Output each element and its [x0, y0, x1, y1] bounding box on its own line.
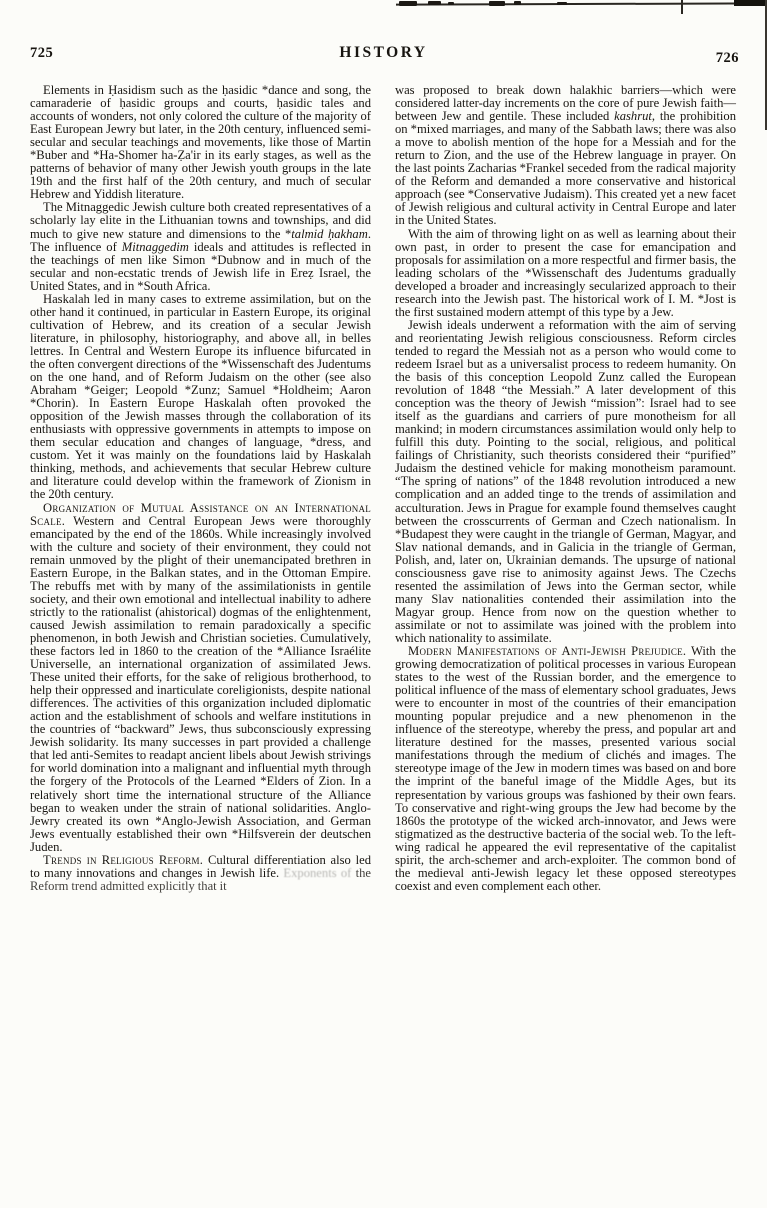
paragraph	[395, 319, 736, 645]
text-segment: was proposed to break down halakhic barriers—which were considered latter-day increments on the core of pure Jewish faith—between Jew and gentile. These included	[395, 83, 736, 124]
scan-artifact-blob	[489, 1, 505, 6]
section-heading: Modern Manifestations of Anti-Jewish Prejudice.	[408, 644, 687, 659]
text-segment: Western and Central European Jews were thoroughly emancipated by the end of the 1860s. While increasingly involved with the culture and society of their environment, they could not remain unmoved by the plight of their unemancipated brethren in Eastern Europe, in the Balkan states, and in the Ottoman Empire. The rebuffs met with by many of the assimilationists in gentile society, and their own emotional and intellectual inability to adhere strictly to the rationalist (ahistorical) dogmas of the enlightenment, caused Jewish assimilation to remain paradoxically a specific phenomenon, in both Jewish and Christian societies. Cumulatively, these factors led in 1860 to the creation of the *Alliance Israélite Universelle, an international organization of assimilated Jews. These united their efforts, for the sake of religious brotherhood, to help their oppressed and inarticulate coreligionists, despite national differences. The activities of this organization included diplomatic action and the establishment of schools and welfare institutions in the countries of “backward” Jews, thus subconsciously expressing Jewish solidarity. Its many successes in part provided a challenge that led anti-Semites to readapt ancient libels about Jewish strivings for world domination into a malignant and influential myth through the forgery of the Protocols of the Learned *Elders of Zion. In a relatively short time the international structure of the Alliance began to weaken under the strain of national solidarities. Anglo-Jewry created its own *Anglo-Jewish Association, and German Jews eventually established their own *Hilfsverein der deutschen Juden.	[30, 513, 371, 854]
text-segment: kashrut	[614, 109, 652, 124]
page-number-left: 725	[30, 45, 54, 61]
text-segment: the Reform trend admitted explicitly that it	[30, 865, 371, 893]
paragraph	[30, 293, 371, 502]
scan-artifact-blob	[428, 1, 441, 5]
paragraph	[395, 645, 736, 893]
paragraph	[395, 84, 736, 228]
scan-artifact-blob	[399, 1, 417, 6]
text-segment: Elements in Ḥasidism such as the ḥasidic *dance and song, the camaraderie of ḥasidic groups and courts, ḥasidic tales and accounts of wonders, not only colored the culture of the majority of East European Jewry but later, in the 20th century, influenced semi-secular and secular teachings and movements, like those of Martin *Buber and *Ha-Shomer ha-Ẓa'ir in its early stages, as well as the patterns of behavior of many other Jewish youth groups in the late 19th and the first half of the 20th century, and much of secular Hebrew and Yiddish literature.	[30, 83, 371, 202]
text-segment: ideals and attitudes is reflected in the teachings of men like Simon *Dubnow and in much of the secular and non-ecstatic trends of Jewish life in Ereẓ Israel, the United States, and in *South Africa.	[30, 239, 371, 293]
paragraph	[30, 854, 371, 893]
scan-artifact-blob	[557, 2, 567, 5]
right-column	[395, 84, 736, 893]
left-column	[30, 84, 371, 893]
scan-artifact-corner-mark	[734, 0, 767, 6]
text-columns	[30, 84, 737, 893]
text-segment: With the growing democratization of political processes in various European states to the west of the Russian border, and the emergence to political influence of the mass of elementary school graduates, Jews were to encounter in most of the countries of their emancipation mounting popular prejudice and a new phenomenon in the influence of the stereotype, whereby the press, and popular art and literature destined for the masses, presented various social manifestations through the medium of clichés and images. The stereotype image of the Jew in modern times was based on and bore the imprint of the baneful image of the Middle Ages, but its representation by various groups was fashioned by their own fears. To conservative and right-wing groups the Jew had become by the 1860s the prototype of the wicked arch-innovator, and Jews were stigmatized as the destructive bacteria of the social web. To the left-wing radical he appeared the evil representative of the capitalist spirit, the arch-schemer and arch-exploiter. The common bond of the medieval anti-Jewish legacy let these opposed stereotypes coexist and even complement each other.	[395, 644, 736, 893]
text-segment: Cultural differentiation also led to many innovations and changes in Jewish life.	[30, 852, 371, 880]
paragraph	[30, 201, 371, 292]
paragraph	[395, 228, 736, 319]
page-number-right: 726	[715, 50, 739, 66]
scan-artifact-blob	[514, 1, 521, 5]
section-heading: Organization of Mutual Assistance on an International Scale.	[30, 500, 371, 528]
text-segment: Haskalah led in many cases to extreme assimilation, but on the other hand it continued, in particular in Eastern Europe, its original cultivation of Hebrew, and its creation of a secular Jewish literature, in philosophy, historiography, and above all, in belles lettres. In Central and Western Europe its influence bifurcated in the often convergent directions of the *Wissenschaft des Judentums on the one hand, and of Reform Judaism on the other (see also Abraham *Geiger; Leopold *Zunz; Samuel *Holdheim; Aaron *Chorin). In Eastern Europe Haskalah often provoked the opposition of the Jewish masses through the collaboration of its enthusiasts with oppressive governments in attempts to impose on them secular education and changes of language, *dress, and custom. Yet it was mainly on the foundations laid by Haskalah thinking, methods, and achievements that secular Hebrew culture and literature could develop within the framework of Zionism in the 20th century.	[30, 291, 371, 502]
scan-artifact-blob	[448, 2, 454, 5]
page-header-title: HISTORY	[339, 44, 428, 61]
section-heading: Trends in Religious Reform.	[43, 852, 204, 867]
text-segment: talmid ḥakham	[291, 226, 368, 241]
text-segment: With the aim of throwing light on as well as learning about their own past, in order to present the case for emancipation and proposals for assimilation on a more respectful and firmer basis, the leading scholars of the *Wissenschaft des Judentums gradually developed a broader and increasingly secularized approach to their research into the Jewish past. The historical work of I. M. *Jost is the first sustained modern attempt of this type by a Jew.	[395, 226, 736, 319]
paragraph	[30, 502, 371, 854]
text-segment: The Mitnaggedic Jewish culture both created representatives of a scholarly lay elite in the Lithuanian towns and townships, and did much to give new stature and dimensions to the *	[30, 200, 371, 241]
text-segment: Jewish ideals underwent a reformation with the aim of serving and reorientating Jewish religious consciousness. Reform circles tended to regard the Messiah not as a person who would come to redeem Israel but as a universalist process to redeem humanity. On the basis of this conception Leopold Zunz called the European revolution of 1848 “the Messiah.” A later development of this conception was the theory of Jewish “mission”: Israel had to see itself as the guardians and carriers of pure monotheism for all mankind; in modern circumstances assimilation would only help to fulfill this duty. Pointing to the social, religious, and political failings of Christianity, such theorists considered their “purified” Judaism the destined vehicle for making monotheism paramount. “The spring of nations” of the 1848 revolution introduced a new complication and an added tinge to the trends of assimilation and acculturation. Jews in Prague for example found themselves caught between the crosscurrents of German and Czech nationalism. In *Budapest they were caught in the triangle of German, Magyar, and Slav national demands, and in Galicia in the triangle of German, Polish, and, later on, Ukrainian demands. The upsurge of national consciousness gave rise to animosity against Jews. The Czechs resented the assimilation of Jews into the German sector, while many Slav nationalities contended their assimilation into the Magyar group. Hence from now on the question whether to assimilate or not to assimilate was joined with the problem into which nationality to assimilate.	[395, 317, 736, 645]
paragraph	[30, 84, 371, 201]
text-segment: , the prohibition on *mixed marriages, and many of the Sabbath laws; there was also a move to abolish mention of the hope for a Messiah and for the return to Zion, and the use of the Hebrew language in prayer. On the last points Zacharias *Frankel seceded from the radical majority of the Reform and demanded a more conservative and historical approach (see *Conservative Judaism). This created yet a new facet of Jewish religious and cultural activity in Central Europe and later in the United States.	[395, 109, 736, 228]
text-segment: Exponents of	[283, 865, 352, 880]
text-segment: . The influence of	[30, 226, 371, 254]
scan-artifact-vertical-tick	[681, 0, 683, 14]
text-segment: Mitnaggedim	[121, 239, 189, 254]
